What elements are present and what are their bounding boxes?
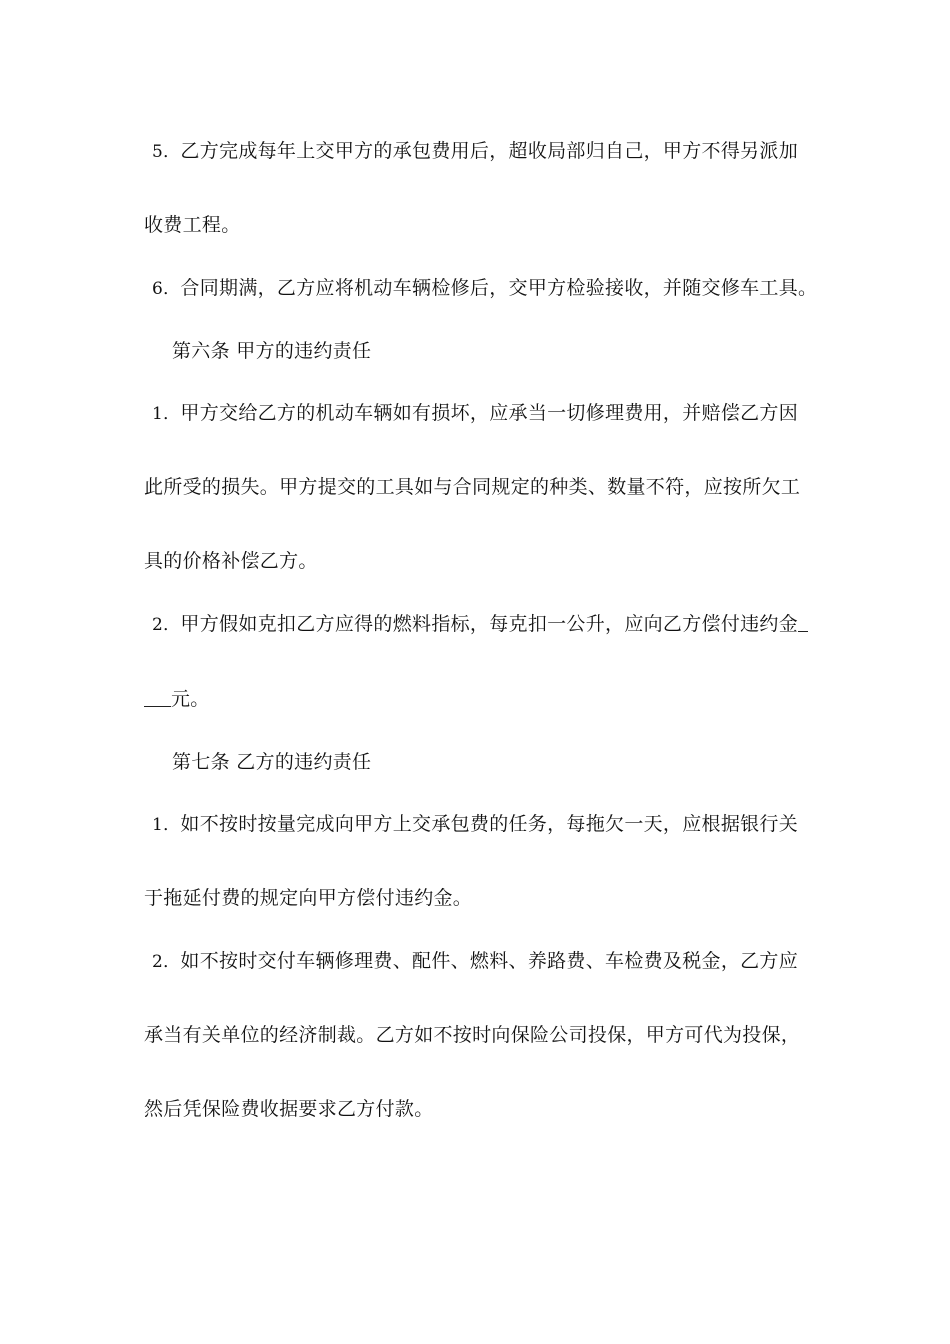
item-number: 2． bbox=[152, 952, 181, 972]
item-text: 合同期满，乙方应将机动车辆检修后，交甲方检验接收，并随交修车工具。 bbox=[180, 277, 818, 299]
item-text: 如不按时按量完成向甲方上交承包费的任务，每拖欠一天，应根据银行关 bbox=[180, 813, 799, 835]
article-7-clause-1-line-2 bbox=[144, 885, 472, 911]
fill-in-blank-end bbox=[144, 688, 171, 707]
item-number: 6． bbox=[152, 279, 181, 299]
item-text: 乙方完成每年上交甲方的承包费用后，超收局部归自己，甲方不得另派加 bbox=[180, 140, 799, 162]
heading-text: 第六条 甲方的违约责任 bbox=[172, 340, 372, 362]
clause-5-line-1 bbox=[144, 138, 798, 165]
item-text: 甲方假如克扣乙方应得的燃料指标，每克扣一公升，应向乙方偿付违约金 bbox=[180, 613, 799, 635]
clause-6-line-1 bbox=[144, 275, 817, 302]
item-text: 于拖延付费的规定向甲方偿付违约金。 bbox=[144, 887, 473, 909]
item-text: 此所受的损失。甲方提交的工具如与合同规定的种类、数量不符，应按所欠工 bbox=[144, 476, 801, 498]
section-heading-article-6 bbox=[172, 338, 371, 364]
article-7-clause-2-line-3 bbox=[144, 1096, 434, 1122]
article-6-clause-1-line-3 bbox=[144, 548, 318, 574]
item-text: 具的价格补偿乙方。 bbox=[144, 550, 318, 572]
article-7-clause-1-line-1 bbox=[144, 811, 798, 838]
article-6-clause-2-line-1 bbox=[144, 611, 808, 638]
article-7-clause-2-line-1 bbox=[144, 948, 798, 975]
item-text: 元。 bbox=[171, 688, 210, 710]
article-6-clause-1-line-1 bbox=[144, 400, 798, 427]
item-number: 2． bbox=[152, 615, 181, 635]
article-6-clause-2-line-2 bbox=[144, 686, 210, 712]
article-7-clause-2-line-2 bbox=[144, 1022, 800, 1048]
fill-in-blank-start bbox=[798, 613, 808, 632]
item-text: 如不按时交付车辆修理费、配件、燃料、养路费、车检费及税金，乙方应 bbox=[180, 950, 799, 972]
item-text: 甲方交给乙方的机动车辆如有损坏，应承当一切修理费用，并赔偿乙方因 bbox=[180, 402, 799, 424]
item-text: 收费工程。 bbox=[144, 214, 241, 236]
item-number: 1． bbox=[152, 815, 181, 835]
clause-5-line-2 bbox=[144, 212, 241, 238]
item-number: 1． bbox=[152, 404, 181, 424]
heading-text: 第七条 乙方的违约责任 bbox=[172, 751, 372, 773]
item-text: 然后凭保险费收据要求乙方付款。 bbox=[144, 1098, 434, 1120]
section-heading-article-7 bbox=[172, 749, 371, 775]
item-number: 5． bbox=[152, 142, 181, 162]
item-text: 承当有关单位的经济制裁。乙方如不按时向保险公司投保，甲方可代为投保， bbox=[144, 1024, 801, 1046]
article-6-clause-1-line-2 bbox=[144, 474, 800, 500]
